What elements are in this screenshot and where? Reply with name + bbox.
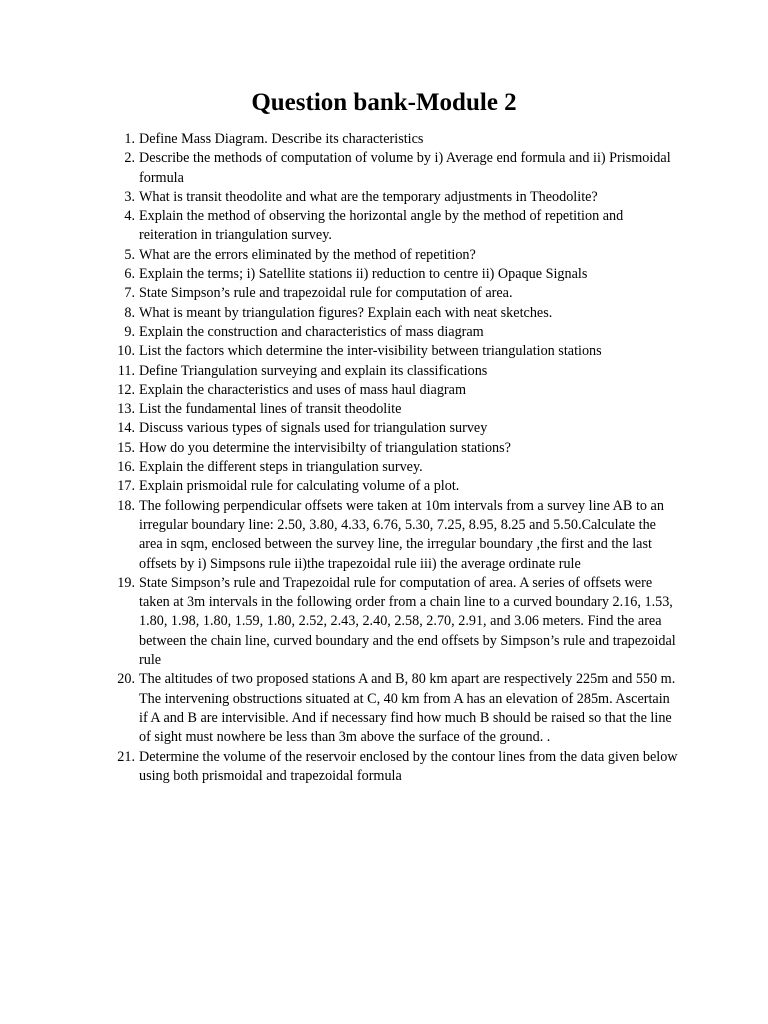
question-item	[108, 323, 680, 342]
question-item	[108, 381, 680, 400]
question-item	[108, 748, 680, 787]
question-number: 21.	[117, 748, 135, 765]
question-item	[108, 304, 680, 323]
question-text: Discuss various types of signals used for triangulation survey	[139, 420, 488, 437]
question-item	[108, 284, 680, 303]
page-title: Question bank-Module 2	[251, 89, 517, 116]
question-number: 2.	[124, 150, 135, 167]
question-text: What is meant by triangulation figures? Explain each with neat sketches.	[139, 304, 553, 321]
question-text: Define Triangulation surveying and explain its classifications	[139, 362, 488, 379]
question-number: 8.	[124, 304, 135, 321]
question-number: 7.	[124, 285, 135, 302]
question-text: The following perpendicular offsets were taken at 10m intervals from a survey line AB to an irregular boundary line: 2.50, 3.80, 4.33, 6.76, 5.30, 7.25, 8.95, 8.25 and 5.50.Calculate the area in sqm, enclosed between the survey line, the irregular boundary ,the first and the last offsets by i) Simpsons rule ii)the trapezoidal rule iii) the average ordinate rule	[139, 497, 664, 572]
question-item	[108, 188, 680, 207]
question-number: 13.	[117, 401, 135, 418]
question-number: 14.	[117, 420, 135, 437]
question-number: 18.	[117, 497, 135, 514]
question-text: Explain the construction and characteristics of mass diagram	[139, 323, 484, 340]
question-number: 16.	[117, 459, 135, 476]
question-text: Explain the different steps in triangulation survey.	[139, 459, 423, 476]
question-text: Describe the methods of computation of volume by i) Average end formula and ii) Prismoidal formula	[139, 150, 671, 186]
question-text: State Simpson’s rule and trapezoidal rule for computation of area.	[139, 285, 513, 302]
question-number: 15.	[117, 439, 135, 456]
question-item	[108, 207, 680, 246]
question-text: Explain prismoidal rule for calculating volume of a plot.	[139, 478, 460, 495]
question-text: How do you determine the intervisibilty of triangulation stations?	[139, 439, 511, 456]
question-text: List the factors which determine the inter-visibility between triangulation stations	[139, 343, 602, 360]
question-item	[108, 149, 680, 188]
question-text: What is transit theodolite and what are the temporary adjustments in Theodolite?	[139, 188, 598, 205]
question-text: Explain the terms; i) Satellite stations ii) reduction to centre ii) Opaque Signals	[139, 266, 588, 283]
question-item	[108, 458, 680, 477]
question-number: 1.	[124, 131, 135, 147]
question-number: 10.	[117, 343, 135, 360]
question-text: Explain the method of observing the horizontal angle by the method of repetition and reiteration in triangulation survey.	[139, 208, 624, 244]
question-number: 11.	[117, 362, 135, 379]
question-number: 17.	[117, 478, 135, 495]
question-number: 4.	[124, 208, 135, 225]
question-item	[108, 439, 680, 458]
question-text: Define Mass Diagram. Describe its characteristics	[139, 131, 424, 147]
question-item	[108, 130, 680, 149]
question-item	[108, 419, 680, 438]
question-list	[108, 130, 680, 786]
question-text: Explain the characteristics and uses of mass haul diagram	[139, 381, 466, 398]
question-item	[108, 477, 680, 496]
question-text: Determine the volume of the reservoir enclosed by the contour lines from the data given below using both prismoidal and trapezoidal formula	[139, 748, 678, 784]
question-text: The altitudes of two proposed stations A and B, 80 km apart are respectively 225m and 550 m. The intervening obstructions situated at C, 40 km from A has an elevation of 285m. Ascertain if A and B are intervisible. And if necessary find how much B should be raised so that the line of sight must nowhere be less than 3m above the surface of the ground. .	[139, 671, 676, 746]
question-text: State Simpson’s rule and Trapezoidal rule for computation of area. A series of offsets were taken at 3m intervals in the following order from a chain line to a curved boundary 2.16, 1.53, 1.80, 1.98, 1.80, 1.59, 1.80, 2.52, 2.43, 2.40, 2.58, 2.70, 2.91, and 3.06 meters. Find the area between the chain line, curved boundary and the end offsets by Simpson’s rule and trapezoidal rule	[139, 574, 676, 669]
question-number: 20.	[117, 671, 135, 688]
question-item	[108, 265, 680, 284]
question-item	[108, 400, 680, 419]
question-text: List the fundamental lines of transit theodolite	[139, 401, 402, 418]
question-text: What are the errors eliminated by the method of repetition?	[139, 246, 476, 263]
question-item	[108, 574, 680, 670]
question-item	[108, 362, 680, 381]
question-item	[108, 670, 680, 747]
question-number: 19.	[117, 574, 135, 591]
question-item	[108, 342, 680, 361]
question-item	[108, 246, 680, 265]
question-number: 5.	[124, 246, 135, 263]
question-number: 9.	[124, 323, 135, 340]
question-number: 12.	[117, 381, 135, 398]
question-number: 6.	[124, 266, 135, 283]
question-number: 3.	[124, 188, 135, 205]
question-item	[108, 497, 680, 574]
